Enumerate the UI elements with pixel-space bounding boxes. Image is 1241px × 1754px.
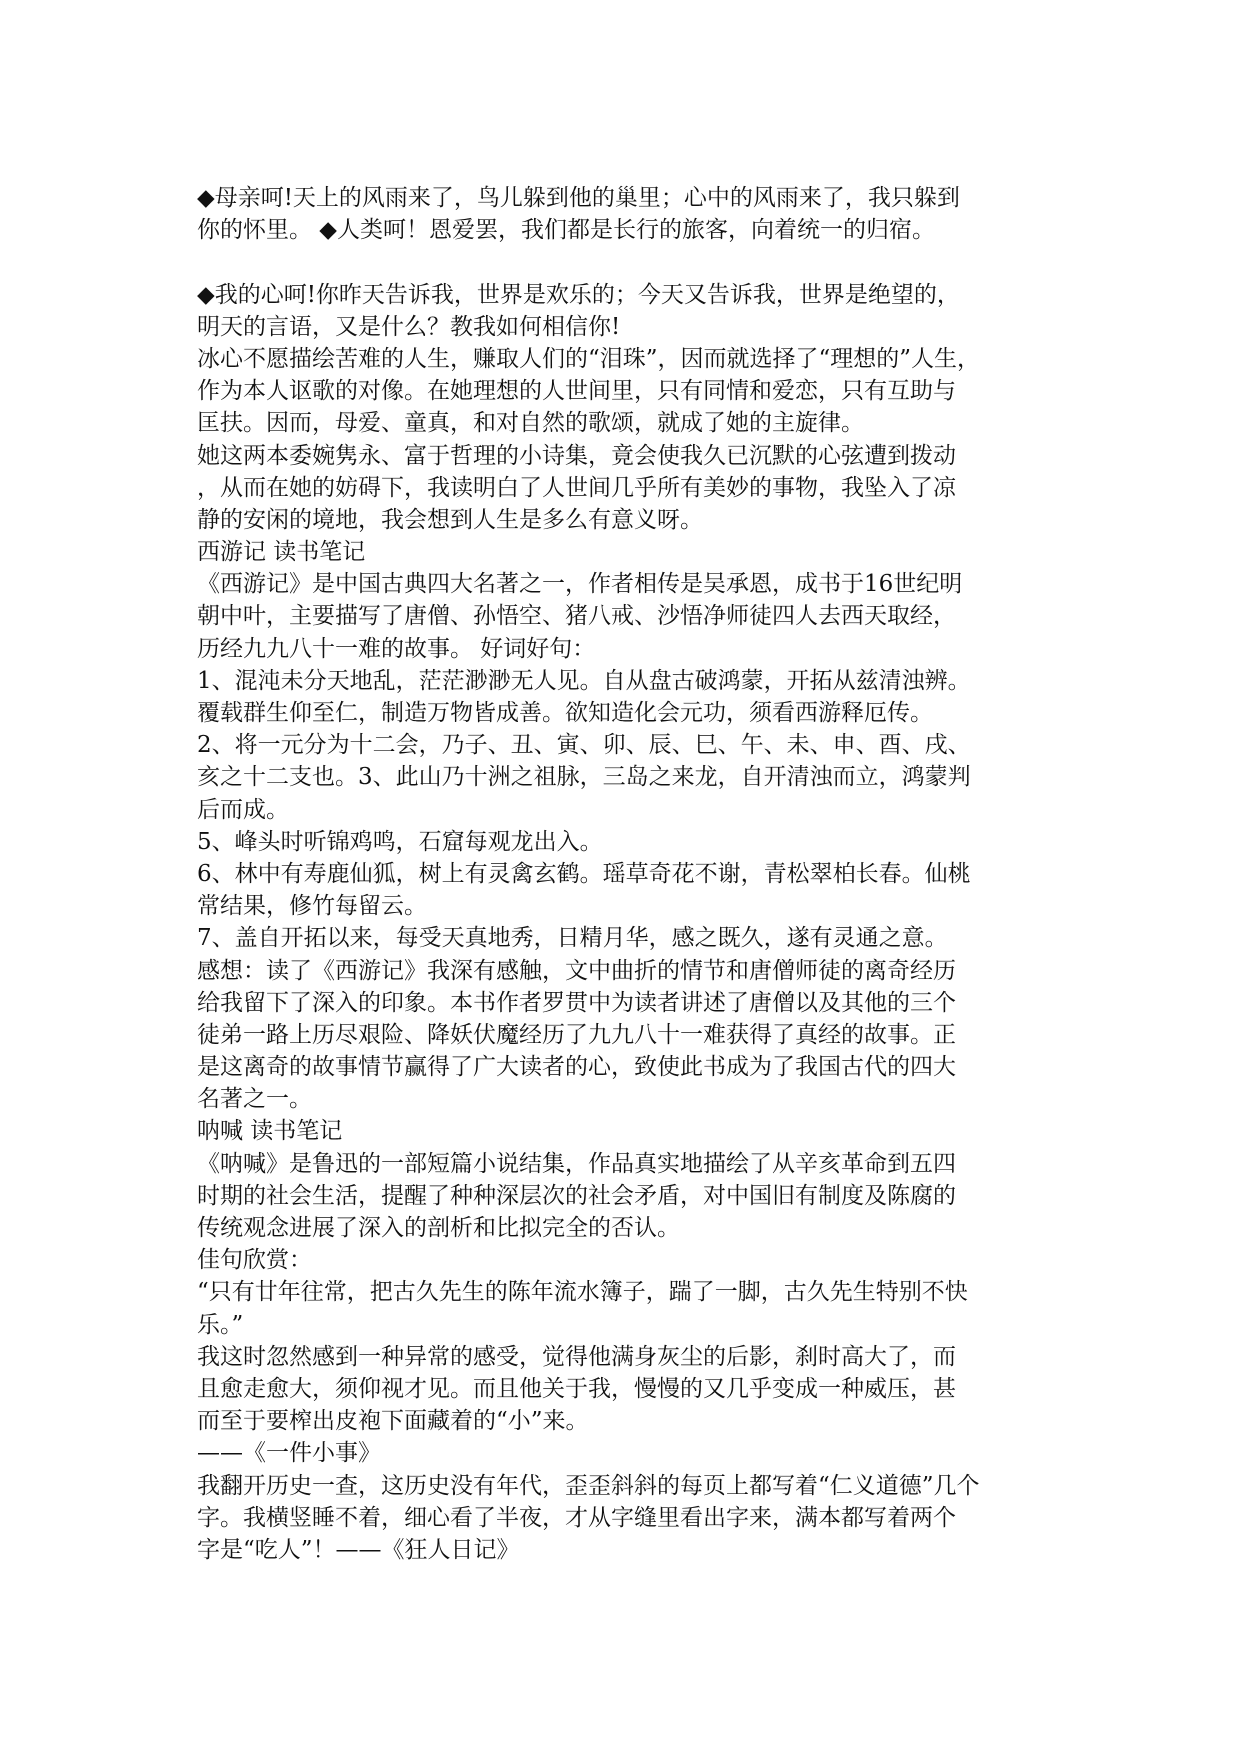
text-line: ，从而在她的妨碍下，我读明白了人世间几乎所有美妙的事物，我坠入了凉 xyxy=(197,474,956,501)
text-line: 朝中叶，主要描写了唐僧、孙悟空、猪八戒、沙悟净师徒四人去西天取经， xyxy=(197,603,956,630)
text-line: 历经九九八十一难的故事。 好词好句： xyxy=(197,635,596,662)
text-line: 《西游记》是中国古典四大名著之一，作者相传是吴承恩，成书于16世纪明 xyxy=(197,571,963,598)
text-line: 西游记 读书笔记 xyxy=(197,539,366,566)
text-line: 字。我横竖睡不着，细心看了半夜，才从字缝里看出字来，满本都写着两个 xyxy=(197,1504,956,1531)
text-line: 明天的言语，又是什么？教我如何相信你! xyxy=(197,313,621,340)
text-line: 呐喊 读书笔记 xyxy=(197,1118,343,1145)
text-line: 名著之一。 xyxy=(197,1086,312,1113)
text-line: 后而成。 xyxy=(197,796,289,823)
text-line: 乐。” xyxy=(197,1311,244,1338)
blank-line xyxy=(197,246,1047,278)
text-line: 她这两本委婉隽永、富于哲理的小诗集，竟会使我久已沉默的心弦遭到拨动 xyxy=(197,442,956,469)
text-line: 是这离奇的故事情节赢得了广大读者的心，致使此书成为了我国古代的四大 xyxy=(197,1054,956,1081)
text-line: 传统观念进展了深入的剖析和比拟完全的否认。 xyxy=(197,1215,680,1241)
text-line: 常结果，修竹每留云。 xyxy=(197,893,427,920)
document-body xyxy=(197,182,1047,1566)
text-line: 字是“吃人”！——《狂人日记》 xyxy=(197,1536,520,1563)
text-line: ◆母亲呵!天上的风雨来了，鸟儿躲到他的巢里；心中的风雨来了，我只躲到 xyxy=(197,185,960,211)
text-line: ——《一件小事》 xyxy=(197,1440,381,1467)
text-line: 作为本人讴歌的对像。在她理想的人世间里，只有同情和爱恋，只有互助与 xyxy=(197,378,956,405)
text-line: 而至于要榨出皮袍下面藏着的“小”来。 xyxy=(197,1408,589,1435)
text-line: 佳句欣赏： xyxy=(197,1247,312,1274)
text-line: “只有廿年往常，把古久先生的陈年流水簿子，踹了一脚，古久先生特别不快 xyxy=(197,1279,968,1306)
text-line: 我翻开历史一查，这历史没有年代，歪歪斜斜的每页上都写着“仁义道德”几个 xyxy=(197,1472,980,1499)
text-line: 匡扶。因而，母爱、童真，和对自然的歌颂，就成了她的主旋律。 xyxy=(197,410,864,437)
text-line: 亥之十二支也。3、此山乃十洲之祖脉，三岛之来龙，自开清浊而立，鸿蒙判 xyxy=(197,764,971,791)
text-line: 冰心不愿描绘苦难的人生，赚取人们的“泪珠”，因而就选择了“理想的”人生， xyxy=(197,345,981,372)
text-line: 7、盖自开拓以来，每受天真地秀，日精月华，感之既久，遂有灵通之意。 xyxy=(197,925,948,952)
text-line: 覆载群生仰至仁，制造万物皆成善。欲知造化会元功，须看西游释厄传。 xyxy=(197,700,933,726)
text-line: ◆我的心呵!你昨天告诉我，世界是欢乐的；今天又告诉我，世界是绝望的， xyxy=(197,281,960,308)
text-line: 1、混沌未分天地乱，茫茫渺渺无人见。自从盘古破鸿蒙，开拓从兹清浊辨。 xyxy=(197,667,971,694)
text-line: 6、林中有寿鹿仙狐，树上有灵禽玄鹤。瑶草奇花不谢，青松翠柏长春。仙桃 xyxy=(197,860,971,887)
text-line: 给我留下了深入的印象。本书作者罗贯中为读者讲述了唐僧以及其他的三个 xyxy=(197,989,956,1016)
text-line: 徒弟一路上历尽艰险、降妖伏魔经历了九九八十一难获得了真经的故事。正 xyxy=(197,1021,956,1048)
text-line: 且愈走愈大，须仰视才见。而且他关于我，慢慢的又几乎变成一种威压，甚 xyxy=(197,1375,956,1402)
text-line: 5、峰头时听锦鸡鸣，石窟每观龙出入。 xyxy=(197,828,603,855)
text-line: 《呐喊》是鲁迅的一部短篇小说结集，作品真实地描绘了从辛亥革命到五四 xyxy=(197,1150,956,1177)
text-line: 感想：读了《西游记》我深有感触，文中曲折的情节和唐僧师徒的离奇经历 xyxy=(197,957,956,984)
text-line: 静的安闲的境地，我会想到人生是多么有意义呀。 xyxy=(197,506,703,533)
text-line: 你的怀里。 ◆人类呵！恩爱罢，我们都是长行的旅客，向着统一的归宿。 xyxy=(197,217,935,244)
text-line: 我这时忽然感到一种异常的感受，觉得他满身灰尘的后影，刹时高大了，而 xyxy=(197,1343,956,1370)
text-line: 2、将一元分为十二会，乃子、丑、寅、卯、辰、巳、午、未、申、酉、戌、 xyxy=(197,732,971,759)
text-line: 时期的社会生活，提醒了种种深层次的社会矛盾，对中国旧有制度及陈腐的 xyxy=(197,1182,956,1209)
